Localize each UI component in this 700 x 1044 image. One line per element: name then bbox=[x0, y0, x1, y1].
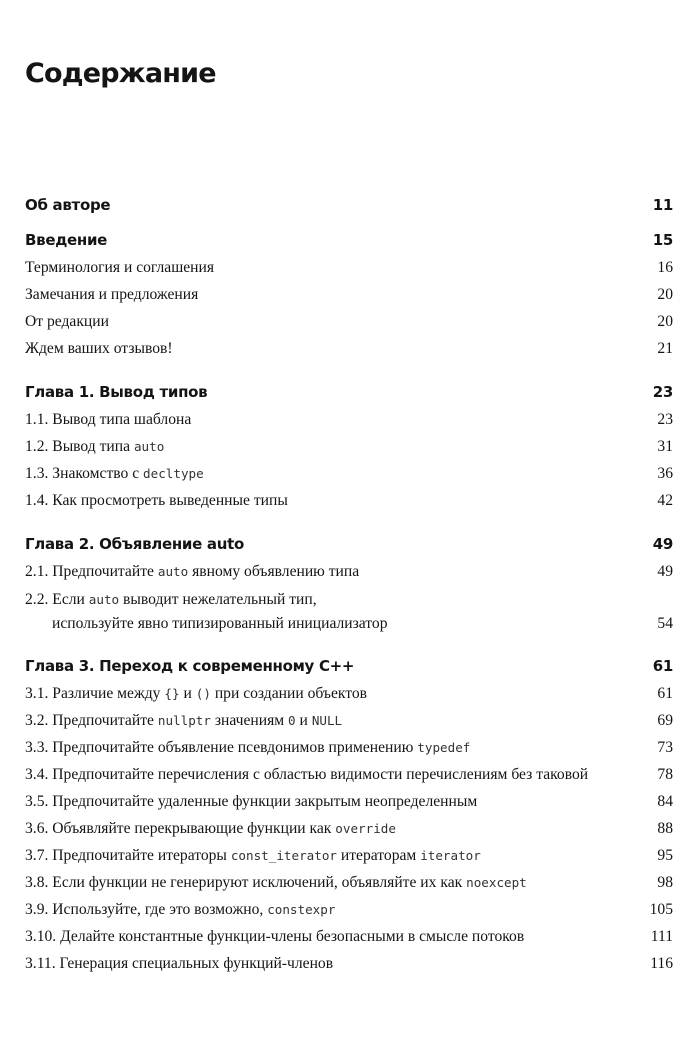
code-term: typedef bbox=[417, 740, 471, 755]
toc-entry-number: 1.1. bbox=[25, 411, 49, 428]
toc-entry[interactable] bbox=[25, 707, 673, 734]
code-term: auto bbox=[133, 439, 165, 454]
toc-entry[interactable] bbox=[25, 734, 673, 761]
toc-section-introduction[interactable] bbox=[25, 227, 673, 254]
toc-entry[interactable] bbox=[25, 585, 673, 636]
code-term: 0 bbox=[288, 713, 296, 728]
code-term: override bbox=[335, 821, 396, 836]
toc-section-about-author[interactable] bbox=[25, 192, 673, 219]
toc-page-number: 21 bbox=[657, 340, 673, 357]
toc-entry-title: Ждем ваших отзывов! bbox=[25, 340, 173, 357]
toc-entry-title: Терминология и соглашения bbox=[25, 259, 215, 276]
code-term: noexcept bbox=[466, 875, 527, 890]
toc-entry[interactable] bbox=[25, 869, 673, 896]
toc-entry-number: 1.4. bbox=[25, 492, 49, 509]
code-term: auto bbox=[88, 592, 120, 607]
toc-entry-number: 3.7. bbox=[25, 847, 49, 864]
toc-page-number: 88 bbox=[657, 820, 673, 837]
toc-entry[interactable] bbox=[25, 558, 673, 585]
toc-entry-title: 3.7. Предпочитайте итераторы const_iterator итераторам iterator bbox=[25, 847, 481, 864]
toc-page-number: 61 bbox=[652, 657, 673, 675]
toc-entry[interactable] bbox=[25, 815, 673, 842]
toc-page-number: 95 bbox=[657, 847, 673, 864]
toc-section-title: Глава 1. Вывод типов bbox=[25, 383, 208, 401]
toc-page-number: 15 bbox=[652, 231, 673, 249]
toc-section-title: Глава 3. Переход к современному С++ bbox=[25, 657, 355, 675]
toc-section-title: Об авторе bbox=[25, 196, 111, 214]
toc-page-number: 42 bbox=[657, 492, 673, 509]
toc-entry-number: 3.2. bbox=[25, 712, 49, 729]
toc-entry-title: 3.3. Предпочитайте объявление псевдонимов применению typedef bbox=[25, 739, 471, 756]
toc-entry-title: 1.3. Знакомство с decltype bbox=[25, 465, 204, 482]
code-term: {} bbox=[164, 686, 180, 701]
toc-entry[interactable] bbox=[25, 896, 673, 923]
toc-section-title: Глава 2. Объявление auto bbox=[25, 535, 244, 553]
code-term: NULL bbox=[311, 713, 343, 728]
toc-section-title: Введение bbox=[25, 231, 108, 249]
code-term: decltype bbox=[143, 466, 204, 481]
toc-entry-title: 3.9. Используйте, где это возможно, constexpr bbox=[25, 901, 336, 918]
code-term: const_iterator bbox=[230, 848, 337, 863]
toc-entry-title: 3.8. Если функции не генерируют исключений, объявляйте их как noexcept bbox=[25, 874, 527, 891]
toc-chapter-2[interactable] bbox=[25, 531, 673, 558]
toc-entry-title: 3.4. Предпочитайте перечисления с областью видимости перечислениям без таковой bbox=[25, 766, 589, 783]
code-term: () bbox=[195, 686, 211, 701]
toc-entry-number: 3.1. bbox=[25, 685, 49, 702]
toc-page-number: 84 bbox=[657, 793, 673, 810]
toc-entry-title: 2.1. Предпочитайте auto явному объявлению типа bbox=[25, 563, 360, 580]
toc-page-number: 78 bbox=[657, 766, 673, 783]
toc-entry-number: 3.5. bbox=[25, 793, 49, 810]
toc-page-number: 49 bbox=[652, 535, 673, 553]
toc-entry-number: 3.6. bbox=[25, 820, 49, 837]
toc-entry-title: 3.1. Различие между {} и () при создании объектов bbox=[25, 685, 368, 702]
toc-page-number: 36 bbox=[657, 465, 673, 482]
toc-page-number: 98 bbox=[657, 874, 673, 891]
code-term: iterator bbox=[420, 848, 481, 863]
toc-page-number: 23 bbox=[652, 383, 673, 401]
toc-entry-title-line2: используйте явно типизированный инициализатор bbox=[52, 615, 388, 632]
toc-chapter-1[interactable] bbox=[25, 379, 673, 406]
toc-entry-number: 3.4. bbox=[25, 766, 49, 783]
toc-page-number: 116 bbox=[650, 955, 673, 972]
toc-entry-number: 3.9. bbox=[25, 901, 49, 918]
toc-entry[interactable] bbox=[25, 335, 673, 362]
code-term: nullptr bbox=[157, 713, 211, 728]
toc-entry-number: 3.10. bbox=[25, 928, 57, 945]
toc-entry-title: Замечания и предложения bbox=[25, 286, 199, 303]
toc-entry-number: 3.11. bbox=[25, 955, 56, 972]
toc-entry-title: 1.2. Вывод типа auto bbox=[25, 438, 165, 455]
toc-entry-title: От редакции bbox=[25, 313, 109, 330]
toc-entry-number: 3.8. bbox=[25, 874, 49, 891]
toc-entry-title: 1.1. Вывод типа шаблона bbox=[25, 411, 192, 428]
toc-page-number: 16 bbox=[657, 259, 673, 276]
toc-entry[interactable] bbox=[25, 842, 673, 869]
toc-page-number: 23 bbox=[657, 411, 673, 428]
table-of-contents bbox=[25, 192, 673, 977]
toc-entry-title: 1.4. Как просмотреть выведенные типы bbox=[25, 492, 288, 509]
toc-entry-title: 3.2. Предпочитайте nullptr значениям 0 и NULL bbox=[25, 712, 343, 729]
toc-chapter-3[interactable] bbox=[25, 653, 673, 680]
toc-entry-number: 2.1. bbox=[25, 563, 49, 580]
toc-entry[interactable] bbox=[25, 487, 673, 514]
toc-page-number: 105 bbox=[649, 901, 673, 918]
code-term: auto bbox=[157, 564, 189, 579]
toc-entry[interactable] bbox=[25, 433, 673, 460]
toc-page-number: 54 bbox=[657, 615, 673, 632]
toc-entry-number: 3.3. bbox=[25, 739, 49, 756]
toc-entry-title: 3.10. Делайте константные функции-члены безопасными в смысле потоков bbox=[25, 928, 525, 945]
toc-entry[interactable] bbox=[25, 923, 673, 950]
page-title: Содержание bbox=[25, 58, 216, 89]
toc-page-number: 49 bbox=[657, 563, 673, 580]
toc-entry[interactable] bbox=[25, 761, 673, 788]
toc-page-number: 20 bbox=[657, 313, 673, 330]
toc-entry-number: 1.2. bbox=[25, 438, 49, 455]
toc-entry-title: 3.11. Генерация специальных функций-членов bbox=[25, 955, 334, 972]
toc-entry[interactable] bbox=[25, 406, 673, 433]
toc-entry[interactable] bbox=[25, 308, 673, 335]
toc-page-number: 20 bbox=[657, 286, 673, 303]
toc-page-number: 11 bbox=[652, 196, 673, 214]
toc-page-number: 31 bbox=[657, 438, 673, 455]
toc-page-number: 69 bbox=[657, 712, 673, 729]
toc-entry[interactable] bbox=[25, 281, 673, 308]
toc-entry[interactable] bbox=[25, 254, 673, 281]
toc-entry-number: 2.2. bbox=[25, 591, 49, 608]
toc-page-number: 111 bbox=[650, 928, 673, 945]
toc-page-number: 61 bbox=[657, 685, 673, 702]
toc-entry[interactable] bbox=[25, 460, 673, 487]
toc-entry-title: 2.2. Если auto выводит нежелательный тип, используйте явно типизированный инициализатор bbox=[25, 588, 388, 636]
code-term: constexpr bbox=[267, 902, 336, 917]
toc-page-number: 73 bbox=[657, 739, 673, 756]
toc-entry[interactable] bbox=[25, 680, 673, 707]
toc-entry-number: 1.3. bbox=[25, 465, 49, 482]
toc-entry[interactable] bbox=[25, 788, 673, 815]
toc-entry-title: 3.5. Предпочитайте удаленные функции закрытым неопределенным bbox=[25, 793, 478, 810]
toc-entry[interactable] bbox=[25, 950, 673, 977]
toc-entry-title: 3.6. Объявляйте перекрывающие функции как override bbox=[25, 820, 396, 837]
